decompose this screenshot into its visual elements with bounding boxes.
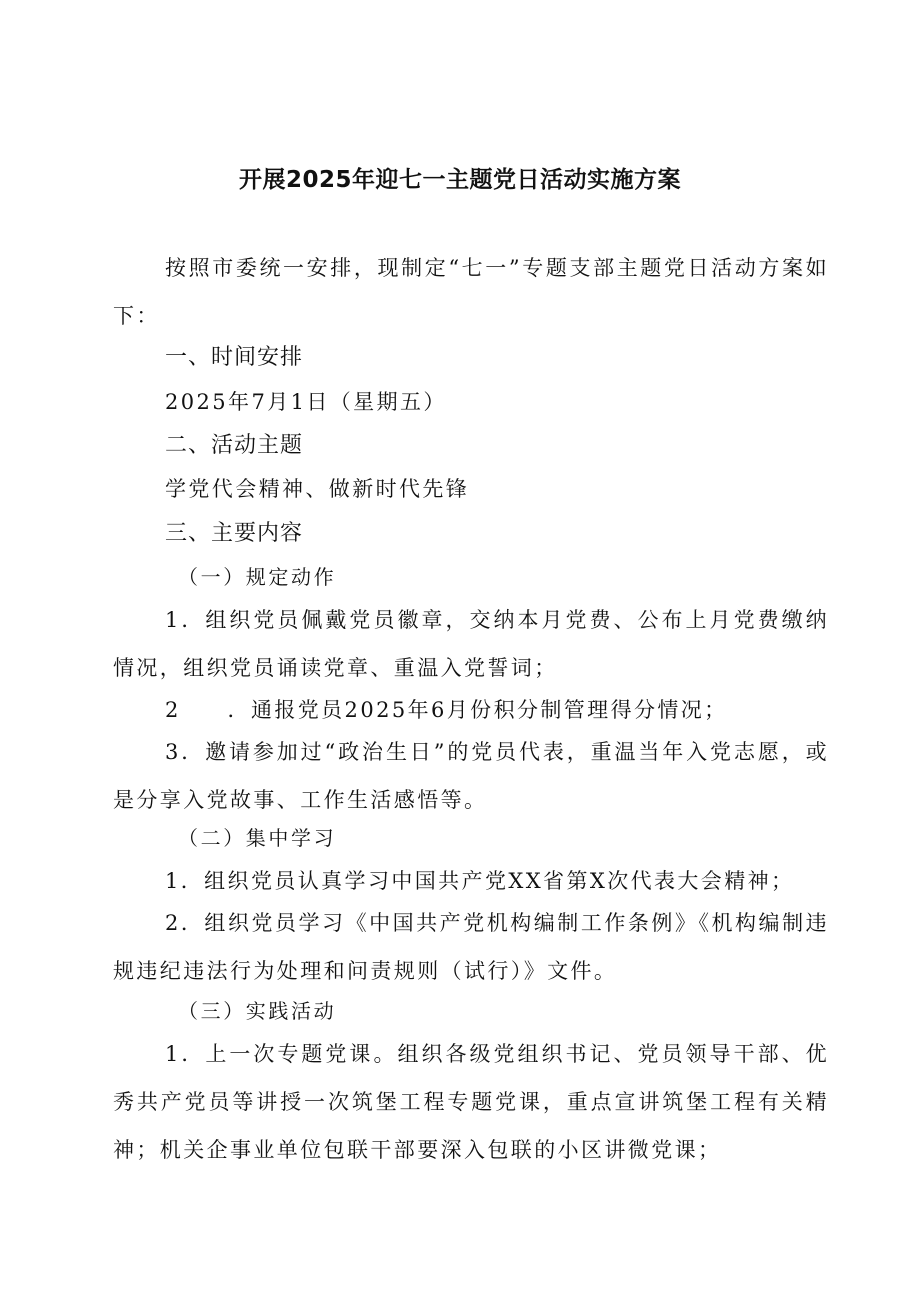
list-item: 1．上一次专题党课。组织各级党组织书记、党员领导干部、优秀共产党员等讲授一次筑堡工程专题党课，重点宣讲筑堡工程有关精神；机关企事业单位包联干部要深入包联的小区讲微党课； xyxy=(113,1042,829,1162)
subheading-group-study: （二）集中学习 xyxy=(178,826,337,850)
section-heading-content: 三、主要内容 xyxy=(165,521,304,546)
theme-text: 学党代会精神、做新时代先锋 xyxy=(165,477,470,501)
list-item: 2．组织党员学习《中国共产党机构编制工作条例》《机构编制违规违纪违法行为处理和问责规则（试行）》文件。 xyxy=(113,911,829,983)
intro-paragraph: 按照市委统一安排，现制定“七一”专题支部主题党日活动方案如下： xyxy=(113,256,829,328)
schedule-date: 2025年7月1日（星期五） xyxy=(165,390,447,414)
section-heading-theme: 二、活动主题 xyxy=(165,433,304,458)
list-item: 1．组织党员佩戴党员徽章，交纳本月党费、公布上月党费缴纳情况，组织党员诵读党章、重温入党誓词； xyxy=(113,608,829,680)
subheading-required-actions: （一）规定动作 xyxy=(178,565,337,589)
document-title: 开展2025年迎七一主题党日活动实施方案 xyxy=(238,167,681,193)
subheading-practice: （三）实践活动 xyxy=(178,999,337,1023)
list-item: 2 ．通报党员2025年6月份积分制管理得分情况； xyxy=(165,698,728,722)
section-heading-schedule: 一、时间安排 xyxy=(165,345,304,370)
list-item: 1．组织党员认真学习中国共产党XX省第X次代表大会精神； xyxy=(165,869,795,893)
list-item: 3．邀请参加过“政治生日”的党员代表，重温当年入党志愿，或是分享入党故事、工作生活感悟等。 xyxy=(113,740,829,812)
